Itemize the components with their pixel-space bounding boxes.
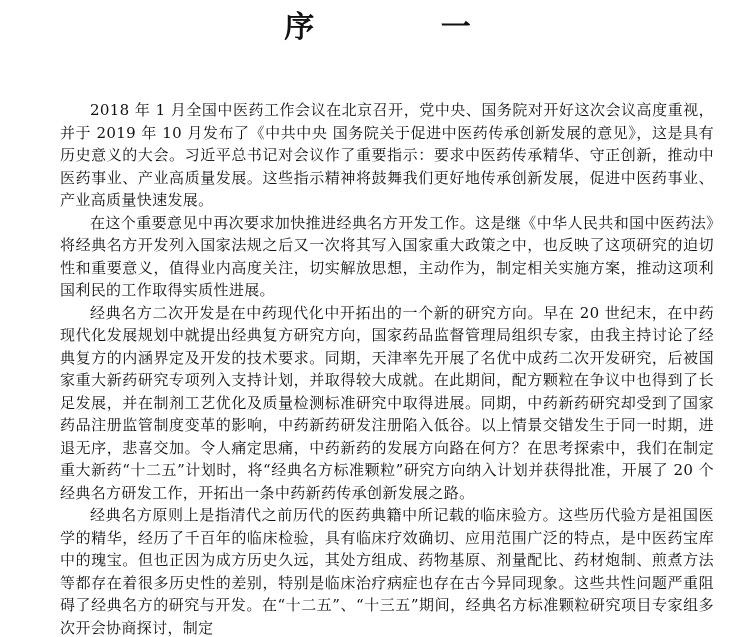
paragraph-4: 经典名方原则上是指清代之前历代的医药典籍中所记载的临床验方。这些历代验方是祖国医学的精华，经历了千百年的临床检验，具有临床疗效确切、应用范围广泛的特点，是中医药宝库中的瑰宝。但也正因为成方历史久远，其处方组成、药物基原、剂量配比、药材炮制、煎煮方法等都存在着很多历史性的差别，特别是临床治疗病症也存在古今异同现象。这些共性问题严重阻碍了经典名方的研究与开发。在“十二五”、“十三五”期间，经典名方标准颗粒研究项目专家组多次开会协商探讨，制定 <box>60 506 714 637</box>
body-text <box>60 99 714 637</box>
page-title: 序 一 <box>284 10 529 45</box>
paragraph-2: 在这个重要意见中再次要求加快推进经典名方开发工作。这是继《中华人民共和国中医药法》将经典名方开发列入国家法规之后又一次将其写入国家重大政策之中，也反映了这项研究的迫切性和重要意义，值得业内高度关注，切实解放思想，主动作为，制定相关实施方案，推动这项利国利民的工作取得实质性进展。 <box>60 213 714 299</box>
paragraph-1: 2018 年 1 月全国中医药工作会议在北京召开，党中央、国务院对开好这次会议高度重视，并于 2019 年 10 月发布了《中共中央 国务院关于促进中医药传承创新发展的意见》，这是具有历史意义的大会。习近平总书记对会议作了重要指示：要求中医药传承精华、守正创新，推动中医药事业、产业高质量发展。这些指示精神将鼓舞我们更好地传承创新发展，促进中医药事业、产业高质量快速发展。 <box>60 101 714 209</box>
paragraph-3: 经典名方二次开发是在中药现代化中开拓出的一个新的研究方向。早在 20 世纪末，在中药现代化发展规划中就提出经典复方研究方向，国家药品监督管理局组织专家，由我主持讨论了经典复方的内涵界定及开发的技术要求。同期，天津率先开展了名优中成药二次开发研究，后被国家重大新药研究专项列入支持计划，并取得较大成就。在此期间，配方颗粒在争议中也得到了长足发展，并在制剂工艺优化及质量检测标准研究中取得进展。同期，中药新药研究却受到了国家药品注册监管制度变革的影响，中药新药研发注册陷入低谷。以上情景交错发生于同一时期，进退无序，悲喜交加。令人痛定思痛，中药新药的发展方向路在何方？在思考探索中，我们在制定重大新药“十二五”计划时，将“经典名方标准颗粒”研究方向纳入计划并获得批准，开展了 20 个经典名方研发工作，开拓出一条中药新药传承创新发展之路。 <box>60 303 714 502</box>
